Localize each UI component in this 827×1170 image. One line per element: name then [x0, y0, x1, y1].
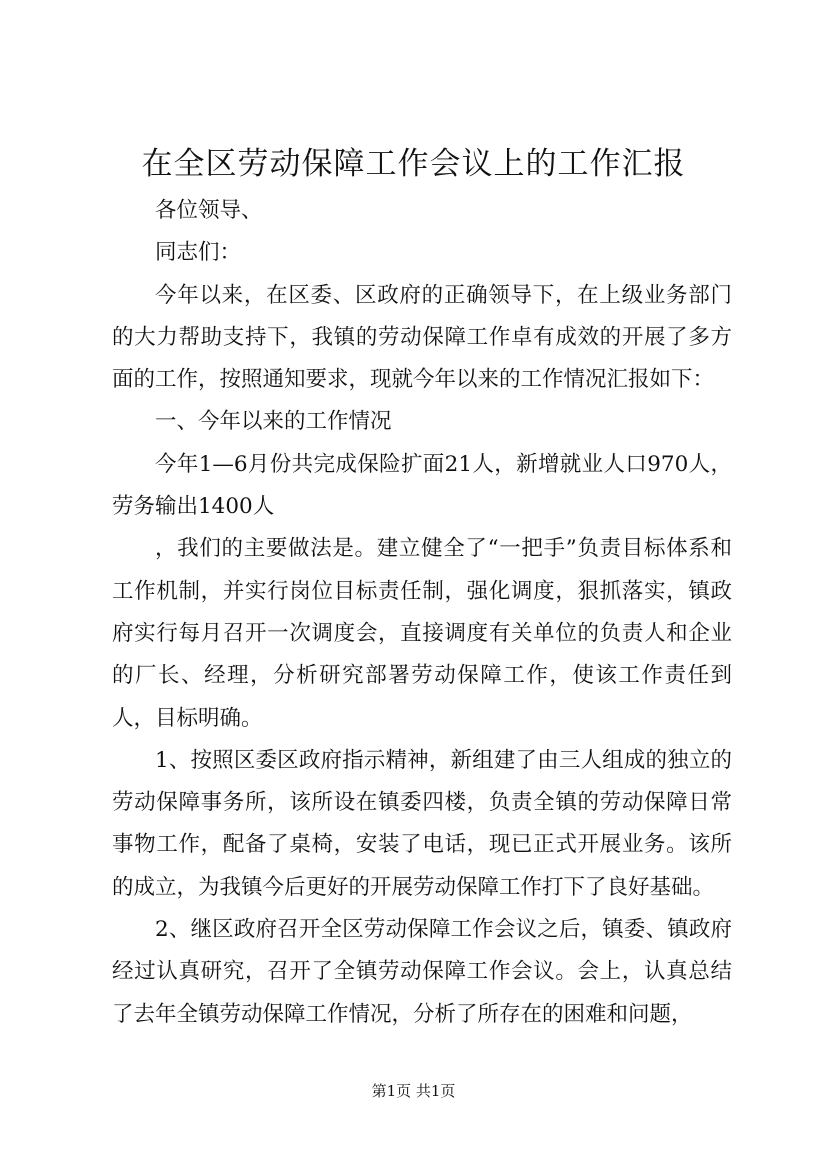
paragraph-intro: 今年以来，在区委、区政府的正确领导下，在上级业务部门的大力帮助支持下，我镇的劳动保障工作卓有成效的开展了多方面的工作，按照通知要求，现就今年以来的工作情况汇报如下： — [112, 282, 732, 393]
document-title: 在全区劳动保障工作会议上的工作汇报 — [141, 146, 686, 182]
paragraph-main-practices: ，我们的主要做法是。建立健全了“一把手”负责目标体系和工作机制，并实行岗位目标责任制，强化调度，狠抓落实，镇政府实行每月召开一次调度会，直接调度有关单位的负责人和企业的厂长、经理，分析研究部署劳动保障工作，使该工作责任到人，目标明确。 — [112, 536, 732, 731]
paragraph-item-1: 1、按照区委区政府指示精神，新组建了由三人组成的独立的劳动保障事务所，该所设在镇委四楼，负责全镇的劳动保障日常事物工作，配备了桌椅，安装了电话，现已正式开展业务。该所的成立，为我镇今后更好的开展劳动保障工作打下了良好基础。 — [112, 747, 732, 900]
paragraph-item-2: 2、继区政府召开全区劳动保障工作会议之后，镇委、镇政府经过认真研究，召开了全镇劳动保障工作会议。会上，认真总结了去年全镇劳动保障工作情况，分析了所存在的困难和问题， — [112, 917, 732, 1027]
salutation-leaders: 各位领导、 — [155, 198, 263, 223]
salutation-comrades: 同志们： — [155, 240, 242, 266]
section-heading-1: 一、今年以来的工作情况 — [155, 409, 392, 435]
document-body — [112, 190, 732, 1036]
paragraph-statistics: 今年1—6月份共完成保险扩面21人，新增就业人口970人，劳务输出1400人 — [112, 451, 732, 520]
page-footer: 第1页 共1页 — [371, 1082, 456, 1100]
